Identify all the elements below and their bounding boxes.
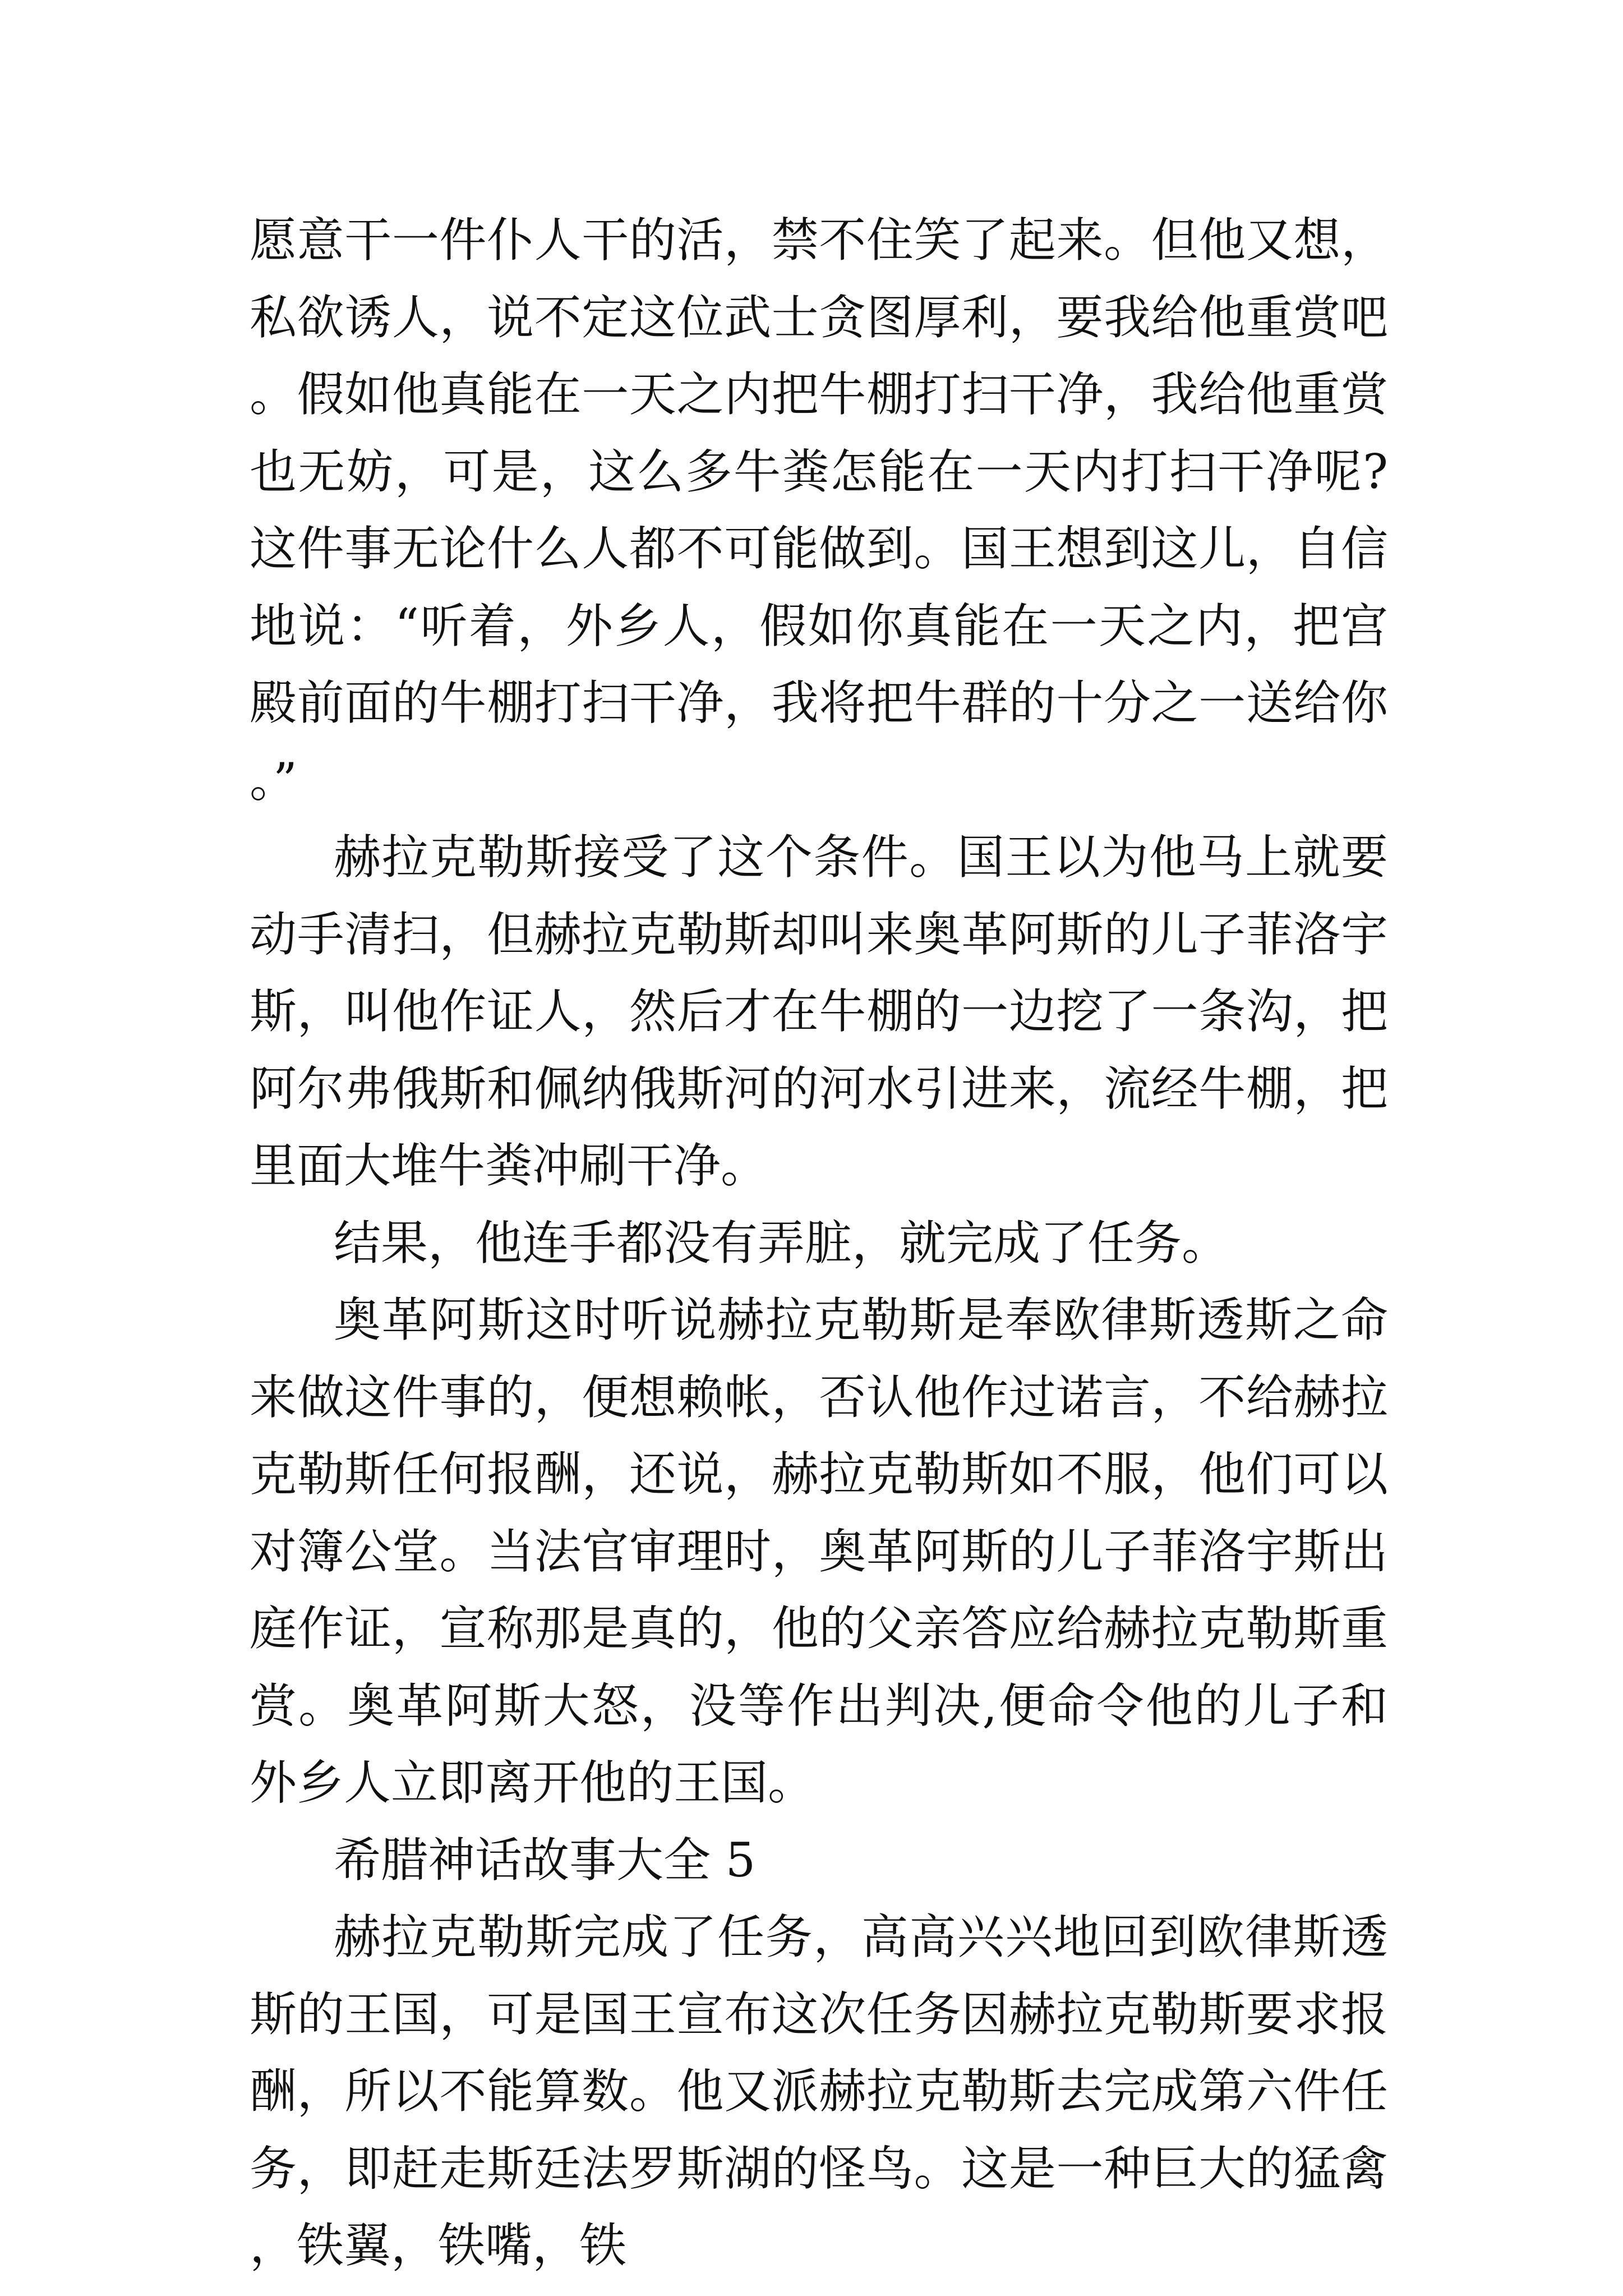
paragraph-1: 愿意干一件仆人干的活，禁不住笑了起来。但他又想，私欲诱人，说不定这位武士贪图厚利，要我给他重赏吧。假如他真能在一天之内把牛棚打扫干净，我给他重赏也无妨，可是，这么多牛粪怎能在一天内打扫干净呢?这件事无论什么人都不可能做到。国王想到这儿，自信地说：“听着，外乡人，假如你真能在一天之内，把宫殿前面的牛棚打扫干净，我将把牛群的十分之一送给你。” xyxy=(250,213,1388,808)
paragraph-2: 赫拉克勒斯接受了这个条件。国王以为他马上就要动手清扫，但赫拉克勒斯却叫来奥革阿斯的儿子菲洛宇斯，叫他作证人，然后才在牛棚的一边挖了一条沟，把阿尔弗俄斯和佩纳俄斯河的河水引进来，流经牛棚，把里面大堆牛粪冲刷干净。 xyxy=(250,830,1388,1193)
paragraph-3: 结果，他连手都没有弄脏，就完成了任务。 xyxy=(334,1215,1229,1271)
paragraph-5: 赫拉克勒斯完成了任务，高高兴兴地回到欧律斯透斯的王国，可是国王宣布这次任务因赫拉克勒斯要求报酬，所以不能算数。他又派赫拉克勒斯去完成第六件任务，即赶走斯廷法罗斯湖的怪鸟。这是一种巨大的猛禽，铁翼，铁嘴，铁 xyxy=(250,1910,1388,2273)
paragraph-4: 奥革阿斯这时听说赫拉克勒斯是奉欧律斯透斯之命来做这件事的，便想赖帐，否认他作过诺言，不给赫拉克勒斯任何报酬，还说，赫拉克勒斯如不服，他们可以对簿公堂。当法官审理时，奥革阿斯的儿子菲洛宇斯出庭作证，宣称那是真的，他的父亲答应给赫拉克勒斯重赏。奥革阿斯大怒，没等作出判决,便命令他的儿子和外乡人立即离开他的王国。 xyxy=(250,1292,1388,1810)
section-heading: 希腊神话故事大全 5 xyxy=(334,1832,756,1888)
document-body xyxy=(250,202,1388,2285)
